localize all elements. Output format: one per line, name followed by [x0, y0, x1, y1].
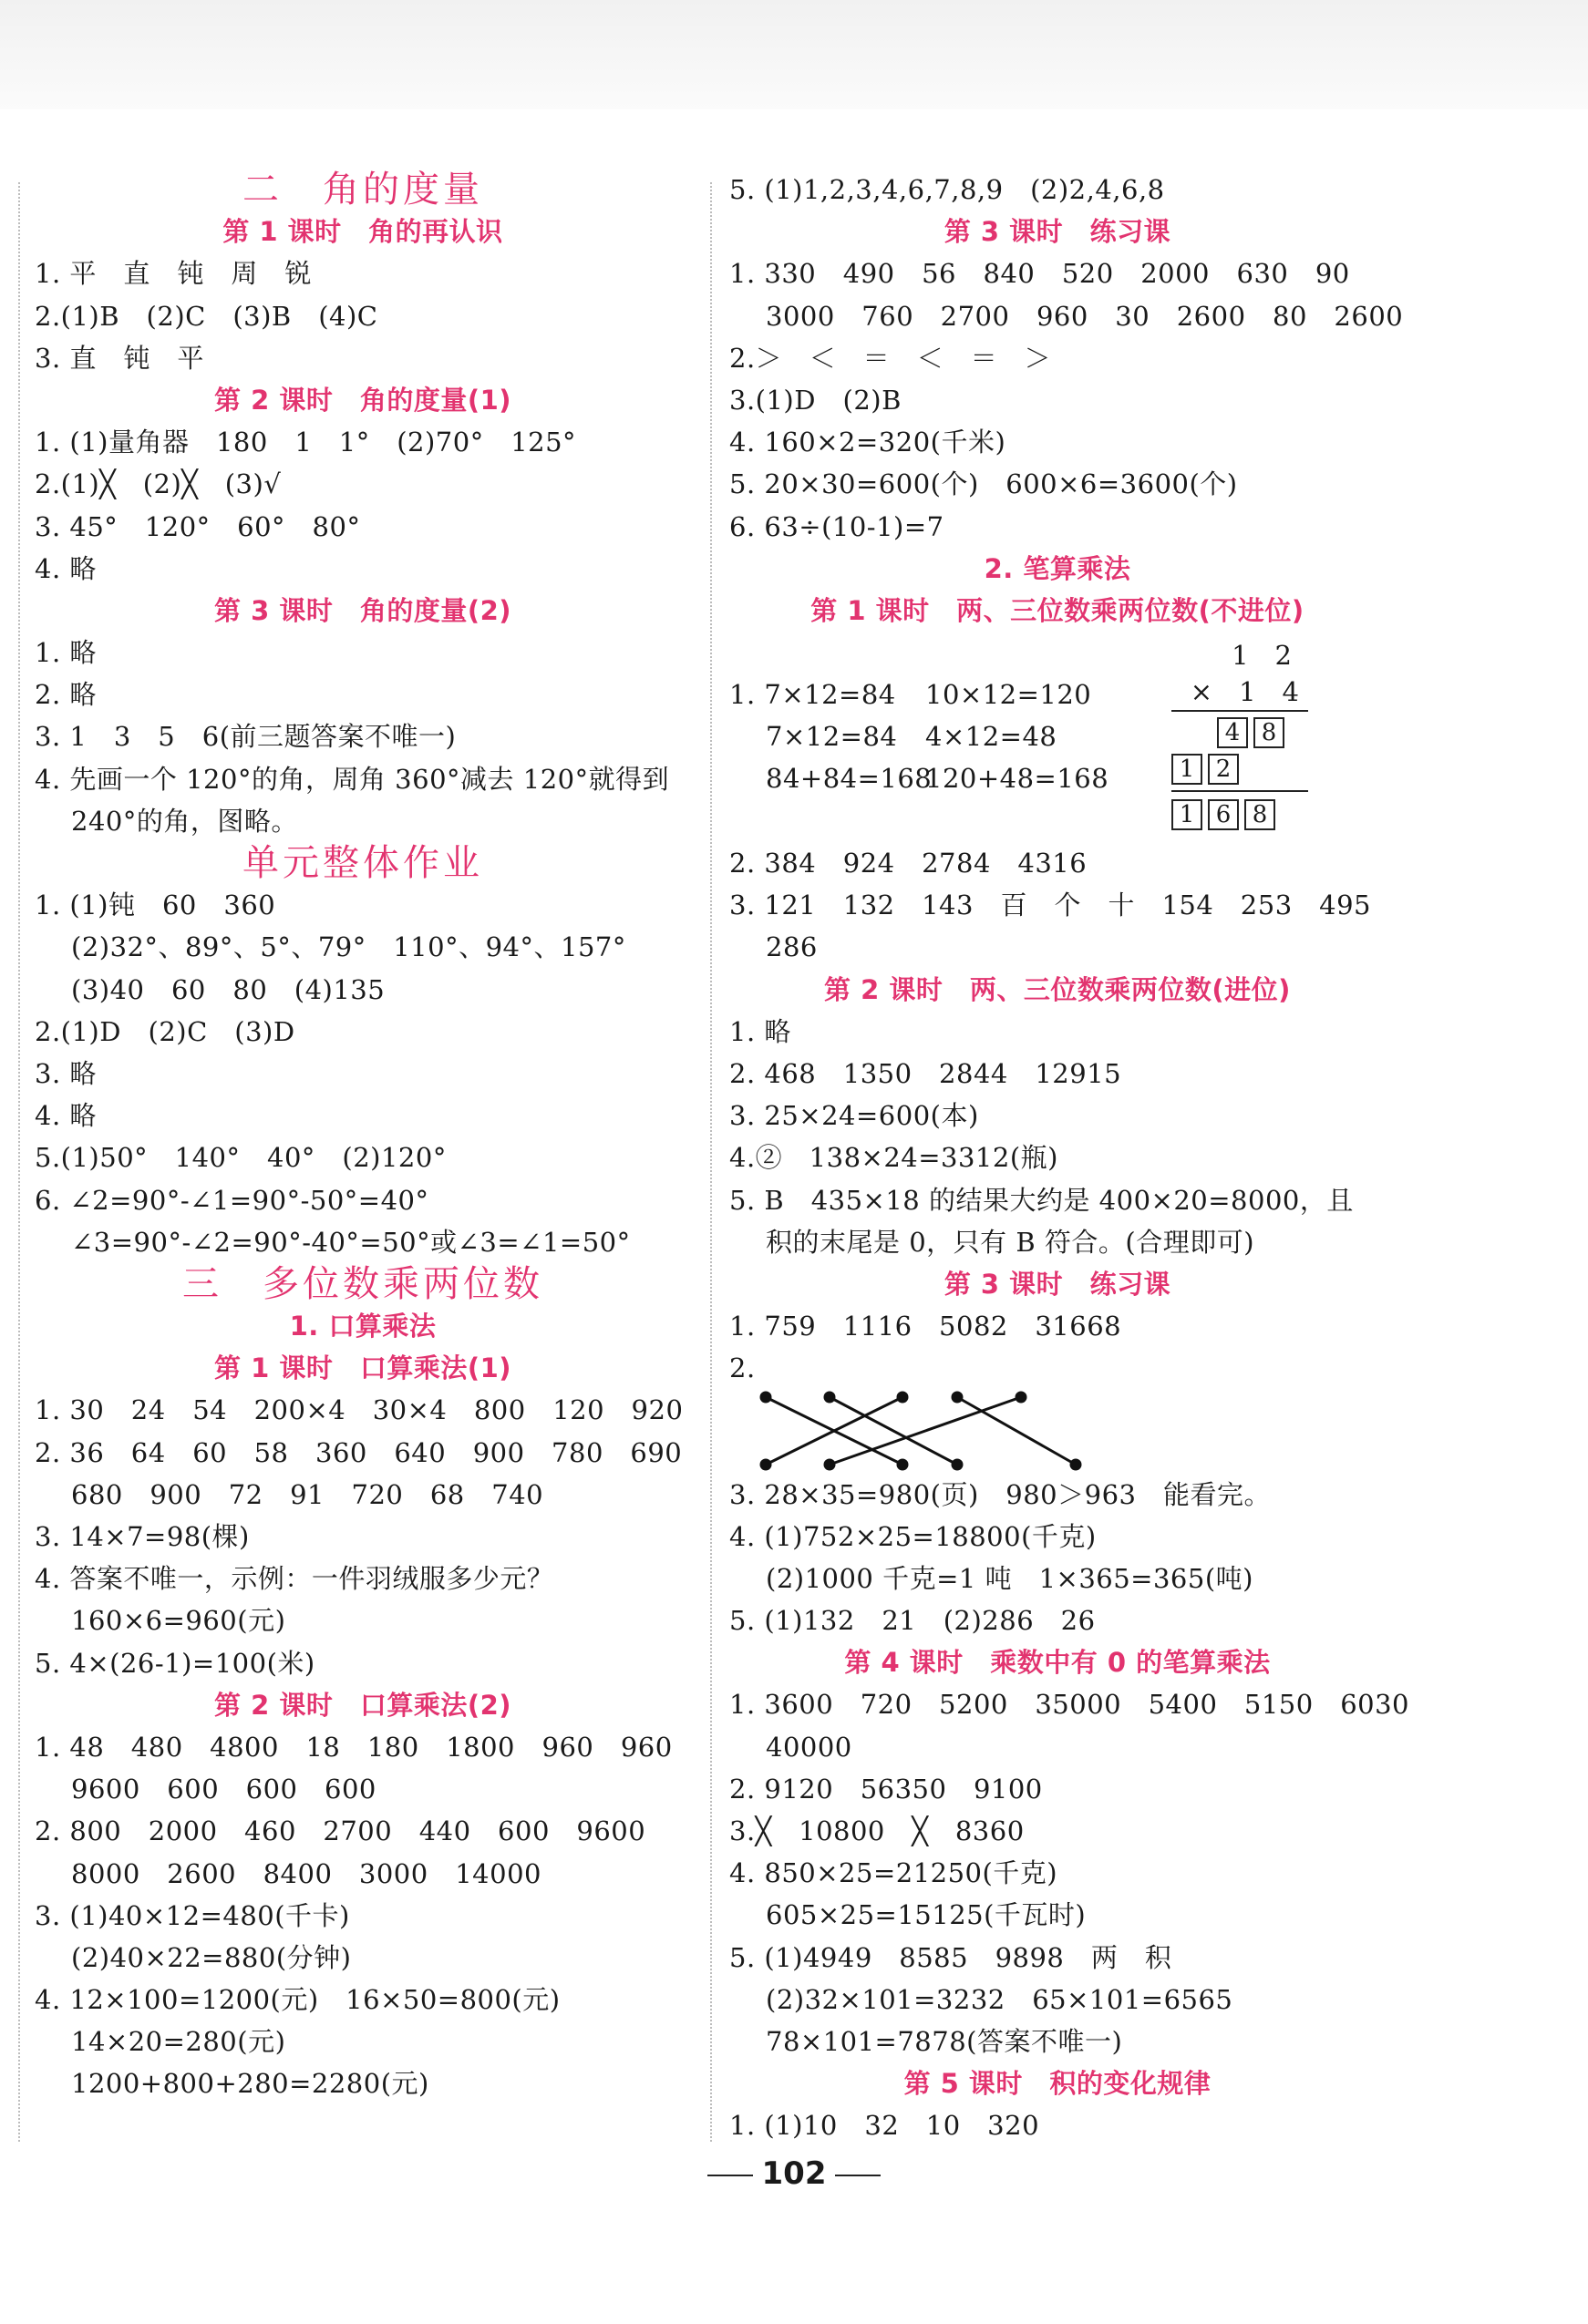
answer-line: 1. 48 480 4800 18 180 1800 960 960: [35, 1731, 673, 1763]
page-number-rule-left: [707, 2175, 753, 2176]
section-heading: 第 1 课时 口算乘法(1): [213, 1352, 512, 1384]
answer-line: 6. ∠2=90°-∠1=90°-50°=40°: [35, 1184, 429, 1216]
section-heading: 单元整体作业: [242, 842, 483, 884]
calc-top-number: 1 2: [1232, 640, 1292, 672]
section-heading: 第 2 课时 角的度量(1): [213, 384, 512, 416]
answer-line: (2)32×101=3232 65×101=6565: [766, 1983, 1233, 2015]
digit-box: 1: [1171, 754, 1202, 785]
answer-line: 3. 25×24=600(本): [729, 1100, 979, 1132]
matching-lines: [757, 1390, 1139, 1474]
answer-line: 3. 1 3 5 6(前三题答案不唯一): [35, 721, 457, 753]
digit-box: 8: [1253, 717, 1284, 748]
vertical-multiplication-block: [729, 632, 1386, 842]
answer-line: 5. 4×(26-1)=100(米): [35, 1647, 315, 1679]
digit-box: 1: [1171, 799, 1202, 830]
answer-line: 8000 2600 8400 3000 14000: [71, 1857, 541, 1889]
right-section-a: [729, 169, 1404, 632]
section-heading: 二 角的度量: [242, 169, 483, 211]
answer-line: 5. B 435×18 的结果大约是 400×20=8000，且: [729, 1184, 1354, 1216]
answer-line: 3. 121 132 143 百 个 十 154 253 495: [729, 889, 1372, 921]
calc-row-left: 1. 7×12=84: [729, 679, 896, 711]
matching-figure: [729, 1390, 1386, 1474]
answer-line: 3. 28×35=980(页) 980＞963 能看完。: [729, 1478, 1271, 1510]
answer-line: 240°的角，图略。: [71, 805, 298, 837]
answer-line: 4. 略: [35, 1100, 97, 1132]
answer-line: 1. 759 1116 5082 31668: [729, 1311, 1122, 1342]
section-heading: 第 5 课时 积的变化规律: [903, 2068, 1212, 2100]
answer-line: 2.(1)D (2)C (3)D: [35, 1015, 295, 1047]
answer-line: 2. 9120 56350 9100: [729, 1773, 1043, 1805]
digit-box: 8: [1244, 799, 1275, 830]
answer-line: 9600 600 600 600: [71, 1774, 376, 1805]
section-heading: 第 3 课时 练习课: [944, 1268, 1171, 1300]
answer-line: 1. 略: [35, 637, 97, 669]
page-number: [0, 2155, 1588, 2192]
left-margin-line: [18, 182, 20, 2142]
answer-line: 1. (1)10 32 10 320: [729, 2110, 1040, 2142]
answer-line: 1. (1)钝 60 360: [35, 889, 276, 921]
answer-line: 5. (1)132 21 (2)286 26: [729, 1605, 1096, 1637]
calc-row-left: 7×12=84: [766, 721, 898, 753]
section-heading: 第 1 课时 角的再认识: [222, 216, 503, 248]
answer-line: 5. 20×30=600(个) 600×6=3600(个): [729, 468, 1238, 500]
answer-line: 2. 36 64 60 58 360 640 900 780 690: [35, 1436, 683, 1468]
calc-line-1: [1171, 710, 1308, 712]
answer-line: 1. 平 直 钝 周 锐: [35, 258, 312, 290]
answer-line: 4. (1)752×25=18800(千克): [729, 1520, 1097, 1552]
answer-line: 4. 12×100=1200(元) 16×50=800(元): [35, 1984, 561, 2016]
answer-line: 1. 30 24 54 200×4 30×4 800 120 920: [35, 1394, 684, 1426]
answer-line: 40000: [766, 1731, 852, 1763]
answer-line: (2)40×22=880(分钟): [71, 1941, 352, 1973]
section-heading: 2. 笔算乘法: [984, 552, 1131, 584]
answer-line: 2. 800 2000 460 2700 440 600 9600: [35, 1815, 646, 1847]
digit-box: 6: [1208, 799, 1239, 830]
calc-result: [1171, 799, 1281, 830]
right-section-b: [729, 842, 1386, 1389]
calc-multiplier: × 1 4: [1190, 676, 1299, 708]
calc-row: [729, 715, 1185, 757]
answer-line: 1. 略: [729, 1015, 791, 1047]
answer-line: 286: [766, 931, 818, 963]
section-heading: 三 多位数乘两位数: [182, 1262, 543, 1305]
answer-line: 5. (1)4949 8585 9898 两 积: [729, 1941, 1172, 1973]
section-heading: 第 3 课时 角的度量(2): [213, 594, 512, 626]
calc-equations: [729, 674, 1185, 800]
answer-line: 3000 760 2700 960 30 2600 80 2600: [766, 300, 1404, 332]
page-number-value: 102: [761, 2155, 827, 2192]
answer-line: 2.(1)B (2)C (3)B (4)C: [35, 300, 378, 332]
answer-line: 78×101=7878(答案不唯一): [766, 2025, 1123, 2057]
section-heading: 第 3 课时 练习课: [944, 216, 1171, 248]
section-heading: 1. 口算乘法: [289, 1311, 437, 1342]
calc-row-right: 4×12=48: [925, 721, 1057, 753]
answer-line: 2. 略: [35, 679, 97, 711]
section-heading: 第 2 课时 口算乘法(2): [213, 1689, 512, 1721]
right-section-c: [729, 1474, 1410, 2147]
right-column: [729, 169, 1410, 2147]
answer-line: 4. 850×25=21250(千克): [729, 1857, 1058, 1889]
answer-line: 3. 略: [35, 1057, 97, 1089]
answer-line: 2. 468 1350 2844 12915: [729, 1058, 1122, 1089]
answer-line: 1200+800+280=2280(元): [71, 2068, 429, 2100]
answer-line: ∠3=90°-∠2=90°-40°=50°或∠3=∠1=50°: [71, 1226, 631, 1258]
answer-line: 4. 答案不唯一，示例：一件羽绒服多少元？: [35, 1563, 554, 1595]
answer-line: 6. 63÷(10-1)=7: [729, 510, 944, 542]
answer-line: 1. 3600 720 5200 35000 5400 5150 6030: [729, 1689, 1410, 1721]
answer-line: 1. 330 490 56 840 520 2000 630 90: [729, 258, 1350, 290]
calc-partial-2: [1171, 754, 1244, 785]
calc-row-right: 10×12=120: [925, 679, 1092, 711]
top-band: [0, 0, 1588, 109]
answer-line: (2)32°、89°、5°、79° 110°、94°、157°: [71, 931, 626, 963]
calc-row: [729, 757, 1185, 799]
answer-line: 4. 160×2=320(千米): [729, 427, 1006, 458]
answer-line: 160×6=960(元): [71, 1605, 286, 1637]
answer-line: 3.╳ 10800 ╳ 8360: [729, 1815, 1025, 1846]
answer-line: 3.(1)D (2)B: [729, 384, 902, 416]
vertical-calc: [1171, 632, 1317, 842]
answer-line: 2. 384 924 2784 4316: [729, 848, 1088, 879]
digit-box: 2: [1208, 754, 1239, 785]
calc-row: [729, 674, 1185, 715]
digit-box: 4: [1217, 717, 1248, 748]
answer-line: 4. 略: [35, 552, 97, 584]
calc-row-right: 120+48=168: [925, 763, 1109, 795]
answer-line: (2)1000 千克=1 吨 1×365=365(吨): [766, 1562, 1253, 1594]
page-number-rule-right: [835, 2175, 881, 2176]
answer-line: 5.(1)50° 140° 40° (2)120°: [35, 1142, 447, 1174]
answer-line: 4.② 138×24=3312(瓶): [729, 1142, 1058, 1174]
answer-line: (3)40 60 80 (4)135: [71, 973, 386, 1005]
answer-line: 605×25=15125(千瓦时): [766, 1899, 1087, 1931]
answer-line: 680 900 72 91 720 68 740: [71, 1478, 544, 1510]
section-heading: 第 1 课时 两、三位数乘两位数(不进位): [810, 594, 1304, 626]
left-column: [35, 169, 691, 2105]
answer-line: 3. 14×7=98(棵): [35, 1521, 250, 1552]
calc-partial-1: [1217, 717, 1290, 748]
answer-line: 4. 先画一个 120°的角，周角 360°减去 120°就得到: [35, 763, 670, 795]
answer-line: 2.: [729, 1352, 756, 1384]
calc-line-2: [1171, 790, 1308, 792]
section-heading: 第 2 课时 两、三位数乘两位数(进位): [824, 973, 1291, 1005]
answer-line: 5. (1)1,2,3,4,6,7,8,9 (2)2,4,6,8: [729, 174, 1165, 205]
answer-line: 14×20=280(元): [71, 2026, 286, 2058]
column-divider: [710, 182, 712, 2142]
calc-row-left: 84+84=168: [766, 763, 933, 795]
answer-line: 2.＞ ＜ ＝ ＜ ＝ ＞: [729, 342, 1052, 374]
answer-line: 1. (1)量角器 180 1 1° (2)70° 125°: [35, 427, 577, 458]
answer-line: 积的末尾是 0，只有 B 符合。(合理即可): [766, 1226, 1255, 1258]
answer-line: 3. 直 钝 平: [35, 342, 204, 374]
section-heading: 第 4 课时 乘数中有 0 的笔算乘法: [844, 1647, 1271, 1679]
answer-line: 2.(1)╳ (2)╳ (3)√: [35, 468, 282, 500]
answer-line: 3. (1)40×12=480(千卡): [35, 1899, 350, 1931]
answer-line: 3. 45° 120° 60° 80°: [35, 510, 361, 542]
